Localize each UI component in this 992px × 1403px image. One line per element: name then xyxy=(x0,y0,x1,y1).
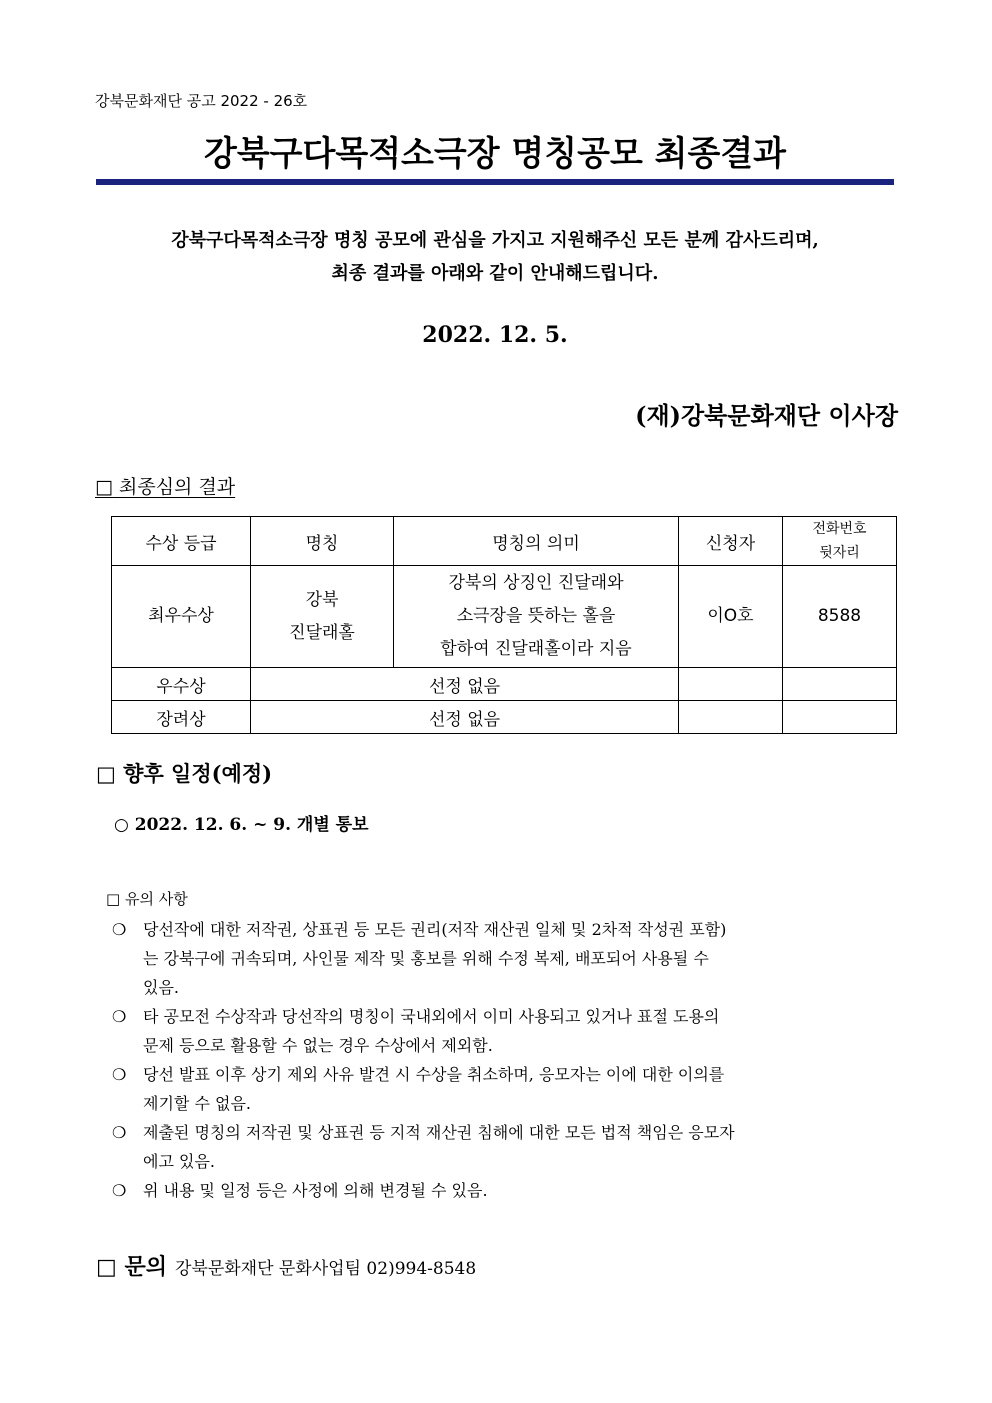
list-item xyxy=(112,1002,912,1060)
title-divider xyxy=(96,179,894,185)
note-line: 문제 등으로 활용할 수 없는 경우 수상에서 제외함. xyxy=(143,1036,493,1055)
checkbox-square-icon: □ xyxy=(96,762,116,786)
circle-bullet-icon: ❍ xyxy=(112,1065,127,1084)
note-line: 당선작에 대한 저작권, 상표권 등 모든 권리(저작 재산권 일체 및 2차적 작성권 포함) xyxy=(143,920,727,939)
list-item xyxy=(112,1060,912,1118)
schedule-item-text: 2022. 12. 6. ~ 9. 개별 통보 xyxy=(134,815,369,835)
intro-line-1: 강북구다목적소극장 명칭 공모에 관심을 가지고 지원해주신 모든 분께 감사드리며, xyxy=(171,230,819,251)
row-meaning-line-2: 소극장을 뜻하는 홀을 xyxy=(456,606,616,626)
result-table xyxy=(111,516,897,734)
row-name-line-2: 진달래홀 xyxy=(289,622,355,643)
notice-number: 강북문화재단 공고 2022 - 26호 xyxy=(95,92,308,110)
header-phone xyxy=(783,517,897,566)
intro-line-2: 최종 결과를 아래와 같이 안내해드립니다. xyxy=(331,263,659,284)
table-header-row xyxy=(112,517,897,566)
contact-value: 강북문화재단 문화사업팀 02)994-8548 xyxy=(174,1259,477,1279)
row-name xyxy=(251,566,394,668)
issuer: (재)강북문화재단 이사장 xyxy=(635,401,898,430)
row-meaning-line-3: 합하여 진달래홀이라 지음 xyxy=(440,639,632,659)
circle-bullet-icon: ❍ xyxy=(112,1123,127,1142)
header-phone-line-2: 뒷자리 xyxy=(819,545,860,561)
note-line: 당선 발표 이후 상기 제외 사유 발견 시 수상을 취소하며, 응모자는 이에 대한 이의를 xyxy=(143,1065,725,1084)
header-applicant: 신청자 xyxy=(679,517,783,566)
list-item xyxy=(112,1118,912,1176)
page-title: 강북구다목적소극장 명칭공모 최종결과 xyxy=(203,134,787,174)
row-applicant-empty xyxy=(679,701,783,734)
row-phone-empty xyxy=(783,701,897,734)
note-line: 위 내용 및 일정 등은 사정에 의해 변경될 수 있음. xyxy=(143,1181,488,1200)
row-result: 선정 없음 xyxy=(251,701,679,734)
row-grade: 최우수상 xyxy=(112,566,251,668)
circle-bullet-icon: ❍ xyxy=(112,1007,127,1026)
note-line: 에고 있음. xyxy=(143,1152,215,1171)
notes-list xyxy=(112,915,912,1205)
intro-paragraph xyxy=(96,224,894,290)
section-result-title: 최종심의 결과 xyxy=(119,476,236,498)
section-notes-heading xyxy=(106,888,188,909)
table-row xyxy=(112,566,897,668)
checkbox-square-icon: □ xyxy=(96,1255,117,1280)
note-line: 제기할 수 없음. xyxy=(143,1094,251,1113)
row-phone-empty xyxy=(783,668,897,701)
row-applicant-empty xyxy=(679,668,783,701)
row-name-line-1: 강북 xyxy=(305,589,339,610)
list-item xyxy=(112,915,912,1002)
row-applicant: 이O호 xyxy=(679,566,783,668)
note-line: 는 강북구에 귀속되며, 사인물 제작 및 홍보를 위해 수정 복제, 배포되어 사용될 수 xyxy=(143,949,709,968)
list-item xyxy=(112,1176,912,1205)
contact-info xyxy=(96,1250,476,1281)
checkbox-square-icon: □ xyxy=(106,890,121,908)
circle-bullet-icon: ❍ xyxy=(112,920,127,939)
header-grade: 수상 등급 xyxy=(112,517,251,566)
circle-bullet-icon: ❍ xyxy=(112,1181,127,1200)
row-meaning xyxy=(394,566,679,668)
contact-label: 문의 xyxy=(124,1254,167,1280)
row-result: 선정 없음 xyxy=(251,668,679,701)
note-line: 타 공모전 수상작과 당선작의 명칭이 국내외에서 이미 사용되고 있거나 표절 도용의 xyxy=(143,1007,720,1026)
section-schedule-title: 향후 일정(예정) xyxy=(123,761,273,786)
row-grade: 우수상 xyxy=(112,668,251,701)
row-grade: 장려상 xyxy=(112,701,251,734)
row-phone: 8588 xyxy=(783,566,897,668)
table-row xyxy=(112,701,897,734)
note-line: 있음. xyxy=(143,978,179,997)
header-meaning: 명칭의 의미 xyxy=(394,517,679,566)
table-row xyxy=(112,668,897,701)
section-notes-title: 유의 사항 xyxy=(124,890,188,908)
header-name: 명칭 xyxy=(251,517,394,566)
notice-date: 2022. 12. 5. xyxy=(422,322,568,348)
section-schedule-heading xyxy=(96,758,272,788)
note-line: 제출된 명칭의 저작권 및 상표권 등 지적 재산권 침해에 대한 모든 법적 책임은 응모자 xyxy=(143,1123,735,1142)
checkbox-square-icon: □ xyxy=(95,476,113,498)
circle-bullet-icon: ○ xyxy=(114,815,129,835)
schedule-item xyxy=(114,810,369,835)
section-result-heading xyxy=(95,472,245,499)
header-phone-line-1: 전화번호 xyxy=(812,521,867,537)
row-meaning-line-1: 강북의 상징인 진달래와 xyxy=(448,573,624,593)
